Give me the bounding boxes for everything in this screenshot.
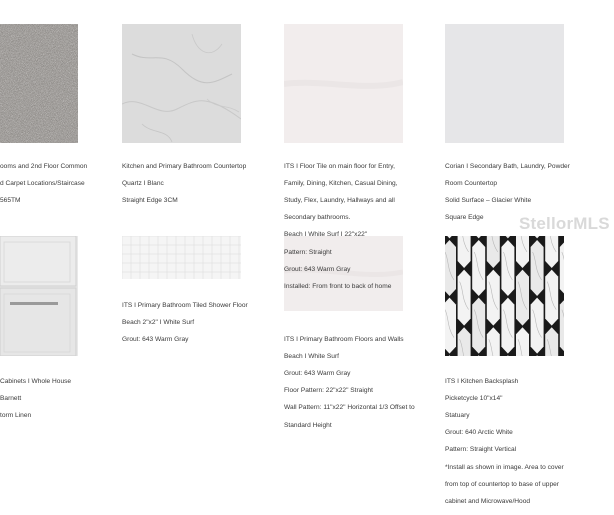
caption-line: Solid Surface – Glacier White <box>445 196 532 204</box>
caption-line: Wall Pattern: 11"x22" Horizontal 1/3 Offset to <box>284 404 415 412</box>
caption-line: Statuary <box>445 411 470 419</box>
picket-tile <box>487 327 500 356</box>
caption-line: Barnett <box>0 394 22 402</box>
carpet-caption <box>0 154 110 214</box>
picket-tile <box>516 327 529 356</box>
backsplash-swatch <box>445 236 564 356</box>
caption-line: cabinet and Microwave/Hood <box>445 497 531 505</box>
picket-tile <box>531 298 544 354</box>
picket-tile <box>472 355 485 356</box>
caption-line: Grout: 640 Arctic White <box>445 429 513 437</box>
caption-line: Quartz I Blanc <box>122 179 164 187</box>
watermark: StellorMLS <box>519 214 610 233</box>
caption-line: 565TM <box>0 196 21 204</box>
caption-line: Beach 2"x2" I White Surf <box>122 318 195 326</box>
picket-tile <box>445 298 456 354</box>
picket-tile <box>560 240 564 296</box>
cabinet-swatch <box>0 236 78 356</box>
caption-line: Secondary bathrooms. <box>284 214 351 222</box>
caption-line: Cabinets I Whole House <box>0 377 72 385</box>
picket-tile <box>458 270 471 326</box>
picket-tile <box>560 236 564 238</box>
picket-tile <box>531 355 544 356</box>
picket-tile <box>501 355 514 356</box>
picket-tile <box>531 236 544 238</box>
bath-floors-walls-caption <box>284 327 442 439</box>
floor-tile-caption <box>284 154 434 300</box>
caption-line: Installed: From front to back of home <box>284 282 392 290</box>
caption-line: Straight Edge 3CM <box>122 196 178 204</box>
caption-line: torm Linen <box>0 411 32 419</box>
caption-line: Grout: 643 Warm Gray <box>122 335 189 343</box>
picket-tile <box>501 236 514 238</box>
picket-tile <box>501 298 514 354</box>
caption-line: Beach I White Surf I 22"x22" <box>284 231 368 239</box>
picket-tile <box>516 270 529 326</box>
caption-line: from top of countertop to base of upper <box>445 480 559 488</box>
caption-line: Study, Flex, Laundry, Hallways and all <box>284 196 395 204</box>
caption-line: ITS I Floor Tile on main floor for Entry, <box>284 162 395 170</box>
floor-tile-swatch <box>284 24 403 143</box>
picket-tile <box>501 240 514 296</box>
caption-line: Pattern: Straight Vertical <box>445 446 517 454</box>
caption-line: Corian I Secondary Bath, Laundry, Powder <box>445 162 570 170</box>
caption-line: Pattern: Straight <box>284 248 332 256</box>
picket-tile <box>472 236 485 238</box>
caption-line: Grout: 643 Warm Gray <box>284 369 351 377</box>
caption-line: Standard Height <box>284 421 332 429</box>
picket-tile <box>445 355 456 356</box>
shower-floor-caption <box>122 293 272 353</box>
picket-tile <box>445 240 456 296</box>
caption-line: ITS I Primary Bathroom Tiled Shower Floor <box>122 301 248 309</box>
picket-tile <box>458 327 471 356</box>
picket-tile <box>560 355 564 356</box>
caption-line: d Carpet Locations/Staircase <box>0 179 85 187</box>
corian-swatch <box>445 24 564 143</box>
cabinets-caption <box>0 369 110 429</box>
picket-tile <box>487 270 500 326</box>
caption-line: ITS I Kitchen Backsplash <box>445 377 519 385</box>
picket-tile <box>472 240 485 296</box>
shower-floor-swatch <box>122 236 241 279</box>
caption-line: Picketcycle 10"x14" <box>445 394 503 402</box>
picket-tile <box>531 240 544 296</box>
caption-line: *Install as shown in image. Area to cover <box>445 463 564 471</box>
caption-line: Family, Dining, Kitchen, Casual Dining, <box>284 179 398 187</box>
caption-line: Floor Pattern: 22"x22" Straight <box>284 387 373 395</box>
picket-tile <box>472 298 485 354</box>
caption-line: Beach I White Surf <box>284 352 339 360</box>
caption-line: ITS I Primary Bathroom Floors and Walls <box>284 335 404 343</box>
backsplash-caption <box>445 369 605 515</box>
quartz-caption <box>122 154 272 214</box>
quartz-swatch <box>122 24 241 143</box>
caption-line: Square Edge <box>445 214 484 222</box>
caption-line: Room Countertop <box>445 179 498 187</box>
caption-line: Grout: 643 Warm Gray <box>284 265 351 273</box>
picket-tile <box>545 327 558 356</box>
carpet-swatch <box>0 24 78 143</box>
picket-tile <box>445 236 456 238</box>
picket-tile <box>545 270 558 326</box>
picket-tile <box>560 298 564 354</box>
caption-line: ooms and 2nd Floor Common <box>0 162 88 170</box>
caption-line: Kitchen and Primary Bathroom Countertop <box>122 162 247 170</box>
